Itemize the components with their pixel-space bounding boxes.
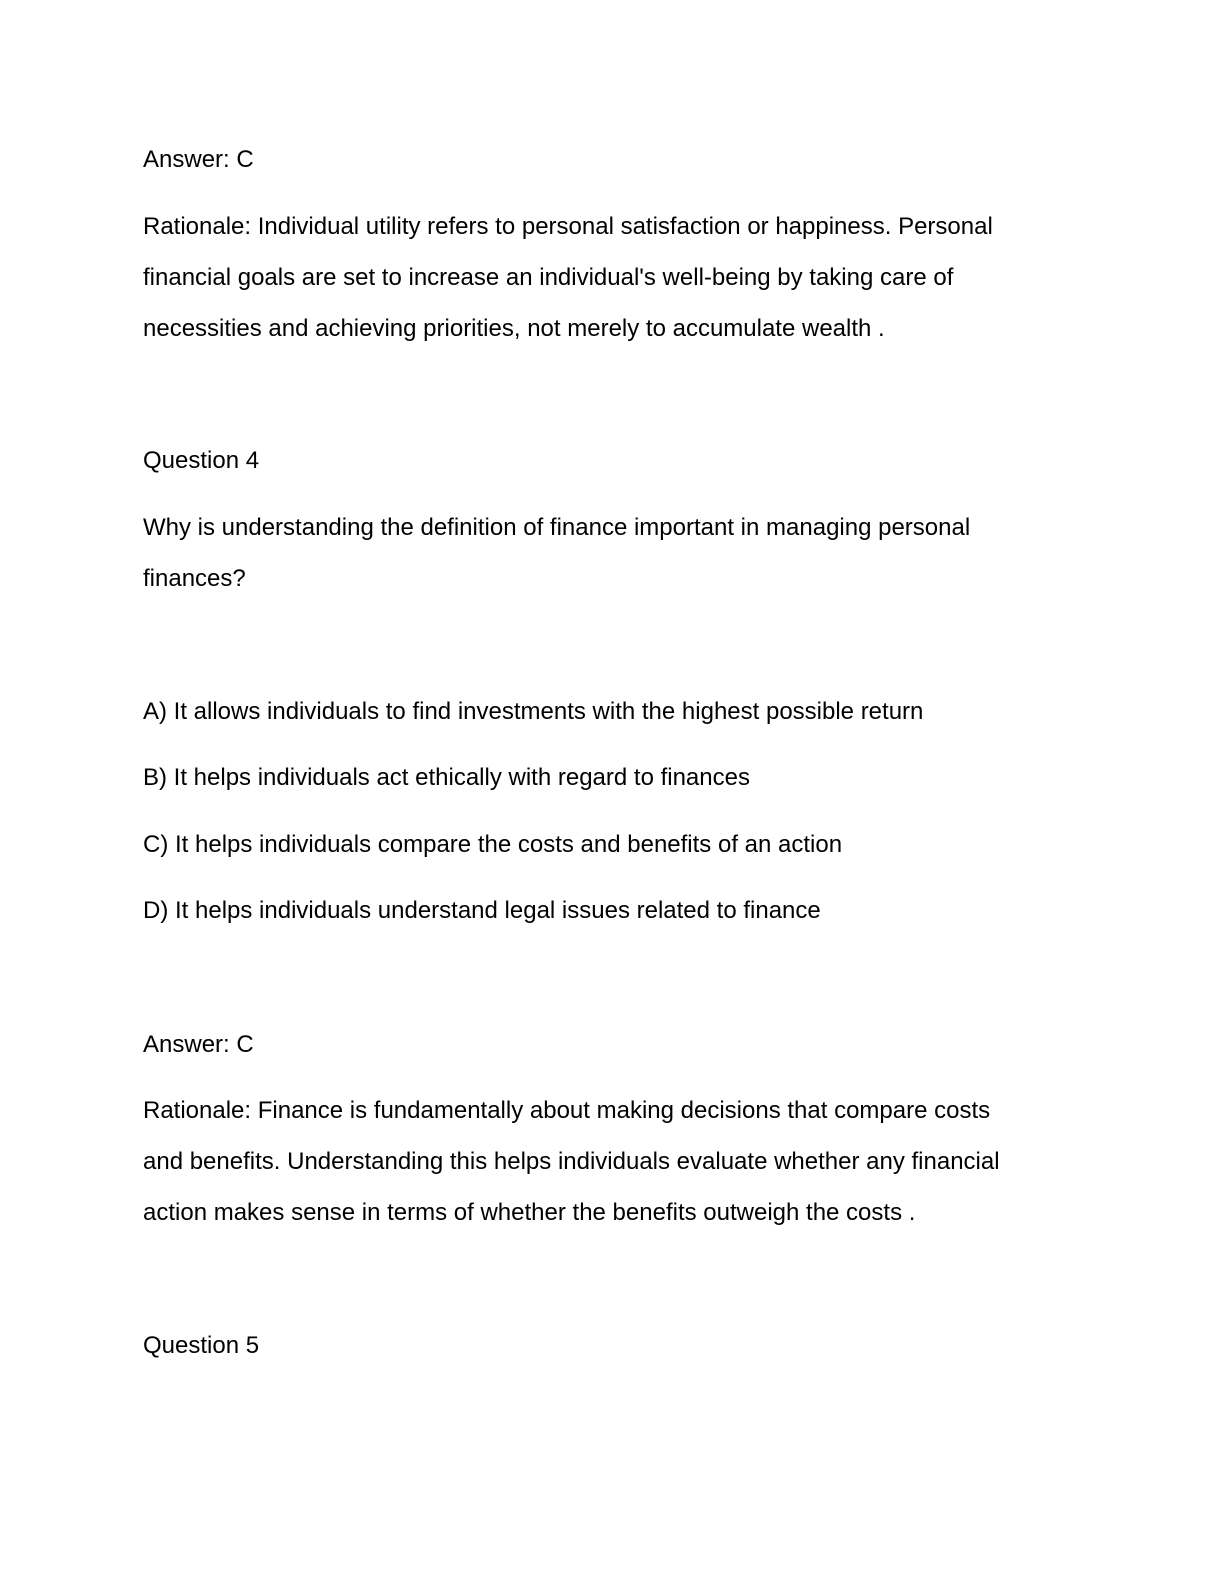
question-heading: Question 4 xyxy=(143,447,260,474)
rationale-line: financial goals are set to increase an individual's well-being by taking care of xyxy=(143,264,954,291)
rationale-line: and benefits. Understanding this helps individuals evaluate whether any financial xyxy=(143,1148,1000,1175)
rationale-line: Rationale: Individual utility refers to personal satisfaction or happiness. Personal xyxy=(143,213,993,240)
answer-label: Answer: C xyxy=(143,146,254,173)
question-heading: Question 5 xyxy=(143,1332,260,1359)
question-prompt-line: finances? xyxy=(143,565,246,592)
rationale-line: necessities and achieving priorities, not merely to accumulate wealth . xyxy=(143,315,885,342)
answer-option-a: A) It allows individuals to find investments with the highest possible return xyxy=(143,698,924,725)
rationale-line: Rationale: Finance is fundamentally about making decisions that compare costs xyxy=(143,1097,991,1124)
answer-option-c: C) It helps individuals compare the costs and benefits of an action xyxy=(143,831,843,858)
rationale-line: action makes sense in terms of whether the benefits outweigh the costs . xyxy=(143,1199,916,1226)
answer-label: Answer: C xyxy=(143,1031,254,1058)
question-prompt-line: Why is understanding the definition of finance important in managing personal xyxy=(143,514,971,541)
answer-option-b: B) It helps individuals act ethically with regard to finances xyxy=(143,764,750,791)
answer-option-d: D) It helps individuals understand legal issues related to finance xyxy=(143,897,821,924)
